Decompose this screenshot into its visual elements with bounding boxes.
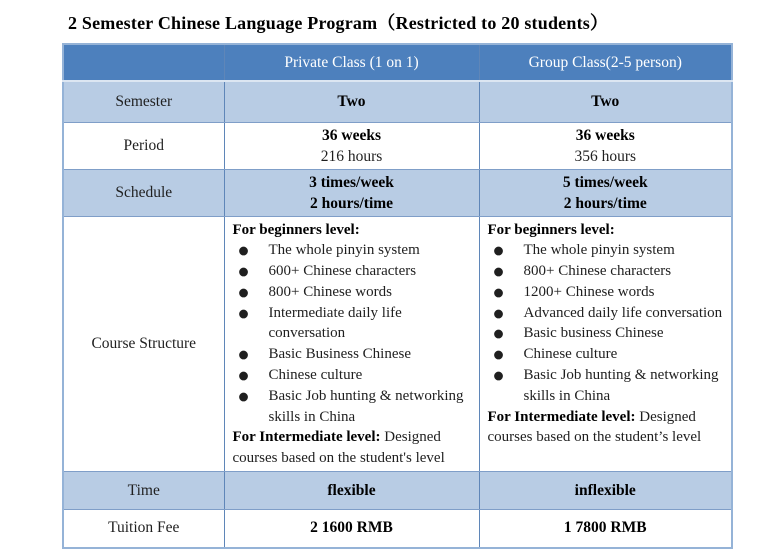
- row-schedule: [63, 169, 732, 216]
- bullet-item: [488, 261, 726, 282]
- time-label: Time: [63, 472, 224, 510]
- bullet-icon: ●: [493, 368, 504, 383]
- bullet-text: Basic business Chinese: [523, 325, 664, 342]
- header-cell-group-class: Group Class(2-5 person): [479, 44, 732, 81]
- bullet-icon: ●: [238, 305, 249, 320]
- course-private-footer: [233, 427, 473, 469]
- course-private-heading: For beginners level:: [232, 221, 360, 238]
- period-private-hours: 216 hours: [320, 147, 383, 165]
- bullet-text: Chinese culture: [268, 367, 363, 384]
- bullet-item: [233, 261, 473, 282]
- bullet-icon: ●: [493, 284, 504, 299]
- bullet-icon: ●: [238, 243, 249, 258]
- bullet-text: 600+ Chinese characters: [268, 263, 417, 280]
- row-period: [63, 122, 732, 169]
- bullet-item: [488, 323, 726, 344]
- schedule-private-value: [224, 169, 479, 216]
- row-tuition-fee: [63, 510, 732, 548]
- period-group-hours: 356 hours: [574, 147, 637, 165]
- bullet-text: The whole pinyin system: [268, 242, 420, 259]
- bullet-item: [233, 344, 473, 365]
- row-time: [63, 472, 732, 510]
- bullet-text: Advanced daily life conversation: [523, 304, 723, 321]
- semester-group-value: Two: [479, 81, 732, 122]
- course-structure-label: Course Structure: [63, 216, 224, 472]
- bullet-item: [488, 282, 726, 303]
- program-table: [62, 43, 733, 549]
- tuition-label: Tuition Fee: [63, 510, 224, 548]
- bullet-text: 1200+ Chinese words: [523, 283, 655, 300]
- bullet-text: Basic Job hunting & networking skills in China: [268, 387, 464, 425]
- schedule-group-times: 5 times/week: [562, 173, 648, 191]
- bullet-icon: ●: [493, 347, 504, 362]
- bullet-text: 800+ Chinese words: [268, 283, 392, 300]
- header-cell-private-class: Private Class (1 on 1): [224, 44, 479, 81]
- period-private-value: [224, 122, 479, 169]
- course-group-heading: For beginners level:: [487, 221, 615, 238]
- period-private-weeks: 36 weeks: [322, 126, 381, 144]
- bullet-icon: ●: [238, 388, 249, 403]
- semester-label: Semester: [63, 81, 224, 122]
- bullet-icon: ●: [238, 264, 249, 279]
- bullet-text: 800+ Chinese characters: [523, 263, 672, 280]
- schedule-group-hours: 2 hours/time: [563, 194, 647, 212]
- bullet-item: [488, 365, 726, 407]
- row-semester: [63, 81, 732, 122]
- course-private-footer-rest: Designed courses based on the student's level: [232, 429, 445, 467]
- bullet-item: [233, 365, 473, 386]
- schedule-group-value: [479, 169, 732, 216]
- bullet-item: [488, 303, 726, 324]
- semester-private-value: Two: [224, 81, 479, 122]
- bullet-item: [233, 282, 473, 303]
- period-label: Period: [63, 122, 224, 169]
- time-group-value: inflexible: [479, 472, 732, 510]
- bullet-text: Intermediate daily life conversation: [268, 304, 402, 342]
- period-group-value: [479, 122, 732, 169]
- row-course-structure: [63, 216, 732, 472]
- bullet-icon: ●: [238, 347, 249, 362]
- bullet-text: Basic Business Chinese: [268, 346, 411, 363]
- course-group-content: [479, 216, 732, 472]
- bullet-icon: ●: [493, 326, 504, 341]
- tuition-private-value: 2 1600 RMB: [224, 510, 479, 548]
- page-title: 2 Semester Chinese Language Program（Restricted to 20 students）: [68, 13, 609, 33]
- course-group-footer: [488, 407, 726, 449]
- bullet-item: [488, 344, 726, 365]
- course-private-content: [224, 216, 479, 472]
- time-private-value: flexible: [224, 472, 479, 510]
- bullet-icon: ●: [493, 305, 504, 320]
- bullet-item: [233, 240, 473, 261]
- course-private-footer-bold: For Intermediate level:: [232, 429, 381, 446]
- bullet-item: [488, 240, 726, 261]
- period-group-weeks: 36 weeks: [575, 126, 635, 144]
- bullet-icon: ●: [238, 368, 249, 383]
- bullet-icon: ●: [238, 284, 249, 299]
- schedule-private-times: 3 times/week: [309, 173, 394, 191]
- table-header-row: [63, 44, 732, 81]
- schedule-label: Schedule: [63, 169, 224, 216]
- bullet-text: The whole pinyin system: [523, 242, 675, 259]
- bullet-item: [233, 386, 473, 428]
- tuition-group-value: 1 7800 RMB: [479, 510, 732, 548]
- bullet-text: Basic Job hunting & networking skills in China: [523, 367, 719, 404]
- bullet-icon: ●: [493, 243, 504, 258]
- schedule-private-hours: 2 hours/time: [309, 194, 394, 212]
- header-cell-empty: [63, 44, 224, 81]
- bullet-text: Chinese culture: [523, 346, 618, 363]
- bullet-icon: ●: [493, 264, 504, 279]
- bullet-item: [233, 303, 473, 345]
- course-group-footer-rest: Designed courses based on the student’s level: [487, 408, 702, 446]
- course-group-footer-bold: For Intermediate level:: [487, 408, 636, 425]
